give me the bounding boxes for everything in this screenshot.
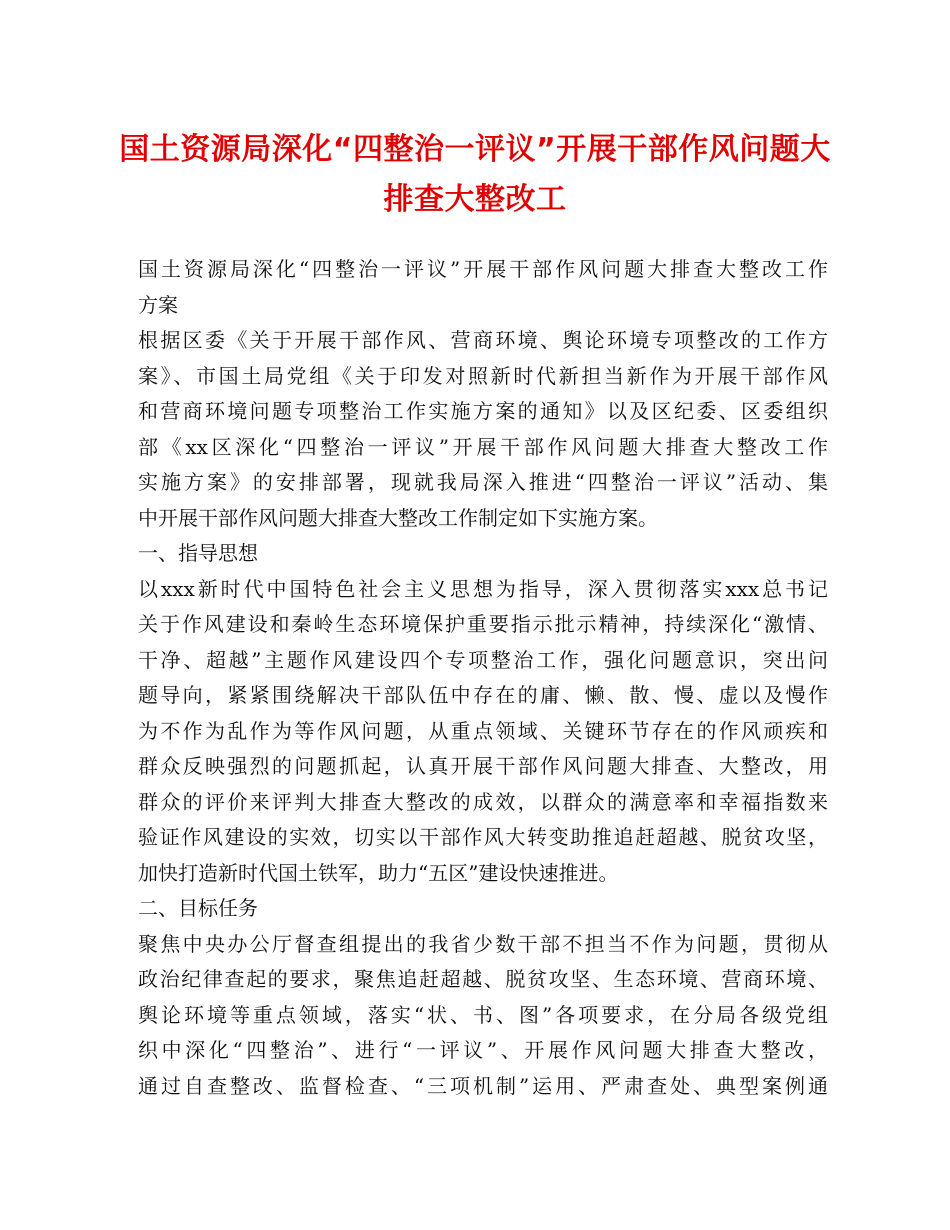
body-line: 方案 (138, 292, 178, 317)
document-title (110, 125, 840, 225)
body-line: 通过自查整改、监督检查、“三项机制”运用、严肃查处、典型案例通 (138, 1073, 828, 1098)
section-heading: 二、目标任务 (138, 896, 258, 920)
body-line: 案》、市国土局党组《关于印发对照新时代新担当新作为开展干部作风 (138, 363, 828, 388)
body-line: 群众的评价来评判大排查大整改的成效，以群众的满意率和幸福指数来 (138, 789, 828, 814)
title-line-1: 国土资源局深化“四整治一评议”开展干部作风问题大 (119, 132, 831, 167)
title-line-2: 排查大整改工 (383, 182, 567, 217)
body-line: 部《xx区深化“四整治一评议”开展干部作风问题大排查大整改工作 (138, 434, 828, 459)
body-line: 织中深化“四整治”、进行“一评议”、开展作风问题大排查大整改， (138, 1038, 828, 1062)
body-line: 验证作风建设的实效，切实以干部作风大转变助推追赶超越、脱贫攻坚， (138, 825, 828, 849)
body-line: 以xxx新时代中国特色社会主义思想为指导，深入贯彻落实xxx总书记 (138, 576, 828, 601)
body-line: 关于作风建设和秦岭生态环境保护重要指示批示精神，持续深化“激情、 (138, 612, 828, 636)
body-line: 为不作为乱作为等作风问题，从重点领域、关键环节存在的作风顽疾和 (138, 718, 828, 743)
body-line: 加快打造新时代国土铁军，助力“五区”建设快速推进。 (138, 860, 619, 885)
body-line: 政治纪律查起的要求，聚焦追赶超越、脱贫攻坚、生态环境、营商环境、 (138, 967, 828, 991)
body-line: 舆论环境等重点领域，落实“状、书、图”各项要求，在分局各级党组 (138, 1002, 828, 1027)
section-heading: 一、指导思想 (138, 541, 258, 565)
document-body (138, 252, 828, 1104)
body-line: 国土资源局深化“四整治一评议”开展干部作风问题大排查大整改工作 (138, 257, 828, 281)
body-line: 干净、超越”主题作风建设四个专项整治工作，强化问题意识，突出问 (138, 647, 828, 672)
body-line: 聚焦中央办公厅督查组提出的我省少数干部不担当不作为问题，贯彻从 (138, 931, 828, 956)
body-line: 中开展干部作风问题大排查大整改工作制定如下实施方案。 (138, 505, 658, 530)
body-line: 实施方案》的安排部署，现就我局深入推进“四整治一评议”活动、集 (138, 470, 828, 494)
body-line: 和营商环境问题专项整治工作实施方案的通知》以及区纪委、区委组织 (138, 399, 828, 423)
body-line: 根据区委《关于开展干部作风、营商环境、舆论环境专项整改的工作方 (138, 328, 828, 352)
body-line: 题导向，紧紧围绕解决干部队伍中存在的庸、懒、散、慢、虚以及慢作 (138, 683, 828, 707)
body-line: 群众反映强烈的问题抓起，认真开展干部作风问题大排查、大整改，用 (138, 754, 828, 778)
